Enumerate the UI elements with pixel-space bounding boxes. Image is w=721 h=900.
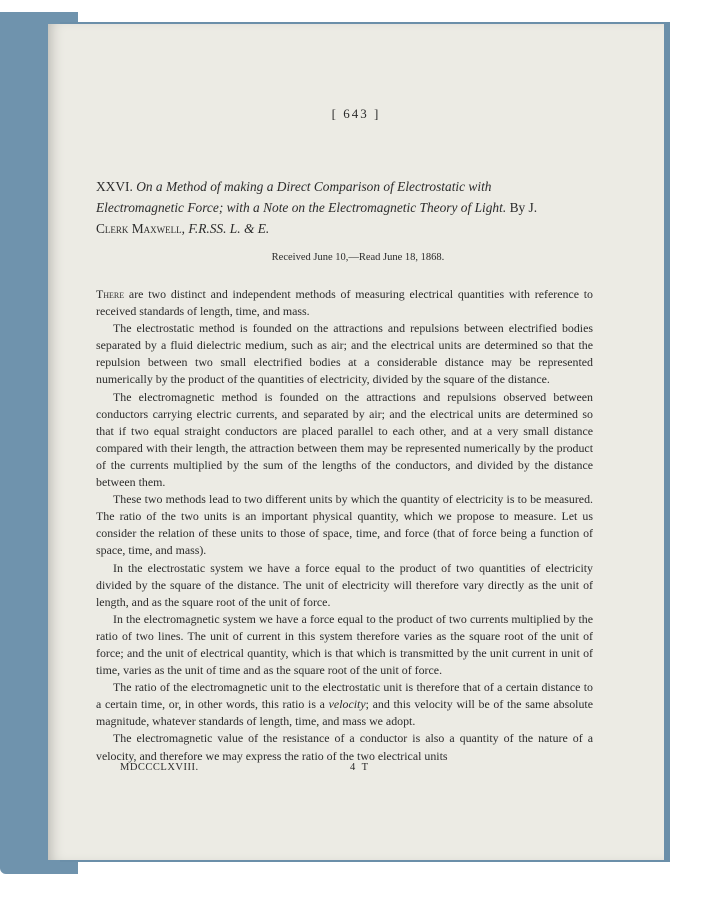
article-title <box>96 176 571 239</box>
paragraph-7 <box>96 679 593 730</box>
paragraph-1 <box>96 286 593 320</box>
article-credentials: F.R.SS. L. & E. <box>188 221 270 236</box>
received-date: Received June 10,—Read June 18, 1868. <box>271 252 445 263</box>
article-by: By J. <box>509 200 538 215</box>
paragraph-1-lead: There <box>96 287 125 301</box>
paragraph-2: The electrostatic method is founded on the attractions and repulsions between electrified bodies separated by a fluid dielectric medium, such as air; and the electrical units are determined so that the repulsion between two small electrified bodies at a considerable distance may be represented numerically by the product of the quantities of electricity, divided by the square of the distance. <box>96 321 593 387</box>
paragraph-5: In the electrostatic system we have a force equal to the product of two quantities of electricity divided by the square of the distance. The unit of electricity will therefore vary directly as the unit of length, and as the square root of the unit of force. <box>96 560 593 609</box>
footer-signature: 4 T <box>350 762 371 773</box>
paragraph-7-em: velocity <box>328 697 366 712</box>
paragraph-8: The electromagnetic value of the resistance of a conductor is also a quantity of the nature of a velocity, and therefore we may express the ratio of the two electrical units <box>96 731 593 763</box>
page-number: [ 643 ] <box>331 106 381 121</box>
footer-year: MDCCCLXVIII. <box>120 762 199 773</box>
paragraph-7-a: The ratio of the electromagnetic unit to the electrostatic unit is therefore that of a certain distance to a certain time, or, in other words, this ratio is a <box>96 680 593 712</box>
paragraph-4: These two methods lead to two different units by which the quantity of electricity is to be measured. The ratio of the two units is an important physical quantity, which we propose to measure. Let us consider the relation of these units to those of space, time, and force (that of force being a function of space, time, and mass). <box>96 492 593 558</box>
paragraph-6: In the electromagnetic system we have a force equal to the product of two currents multiplied by the ratio of two lines. The unit of current in this system therefore varies as the square root of the unit of force; and the unit of electrical quantity, which is that which is transmitted by the unit current in unit of time, varies as the unit of time and as the square root of the unit of force. <box>96 611 593 678</box>
body-text <box>96 286 593 765</box>
paragraph-1-text: are two distinct and independent methods of measuring electrical quantities with reference to received standards of length, time, and mass. <box>96 287 593 319</box>
article-author: Clerk Maxwell, <box>96 221 186 236</box>
paragraph-3: The electromagnetic method is founded on the attractions and repulsions observed between conductors carrying electric currents, and separated by air; and the electrical units are determined so that if two equal straight conductors are placed parallel to each other, and at a very small distance compared with their length, the attraction between them may be represented numerically by the product of the currents multiplied by the sum of the lengths of the conductors, and divided by the distance between them. <box>96 389 593 490</box>
document-page <box>48 24 664 860</box>
article-number: XXVI. <box>96 179 133 194</box>
paragraph-7-b: ; and this velocity will be of the same absolute magnitude, whatever standards of length, time, and mass we adopt. <box>96 697 593 729</box>
article-title-text: On a Method of making a Direct Comparison of Electrostatic with Electromagnetic Force; with a Note on the Electromagnetic Theory of Light. <box>96 179 507 215</box>
